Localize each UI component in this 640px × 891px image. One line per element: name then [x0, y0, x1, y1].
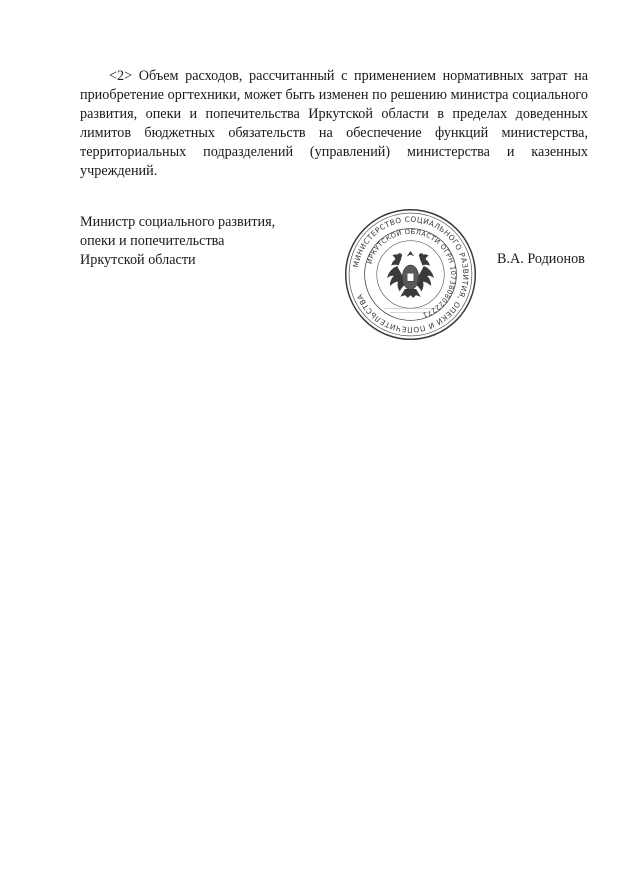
signer-position-line-3: Иркутской области — [80, 252, 196, 268]
official-seal-stamp — [343, 207, 478, 342]
signer-position — [80, 213, 340, 270]
coat-of-arms-icon — [388, 252, 434, 298]
footnote-text: <2> Объем расходов, рассчитанный с применением нормативных затрат на приобретение оргтехники, может быть изменен по решению министра социального развития, опеки и попечительства Иркутской области в пределах доведенных лимитов бюджетных обязательств на обеспечение функций министерства, территориальных подразделений (управлений) министерства и казенных учреждений. — [80, 68, 588, 179]
signer-name: В.А. Родионов — [497, 251, 585, 267]
seal-graphic — [343, 207, 478, 342]
seal-outer-text: МИНИСТЕРСТВО СОЦИАЛЬНОГО РАЗВИТИЯ, ОПЕКИ И ПОПЕЧИТЕЛЬСТВА — [351, 214, 471, 335]
seal-inner-text: ИРКУТСКОЙ ОБЛАСТИ ОГРН 1073808022271 — [365, 227, 458, 320]
signer-position-line-2: опеки и попечительства — [80, 233, 225, 249]
signer-position-line-1: Министр социального развития, — [80, 214, 276, 230]
